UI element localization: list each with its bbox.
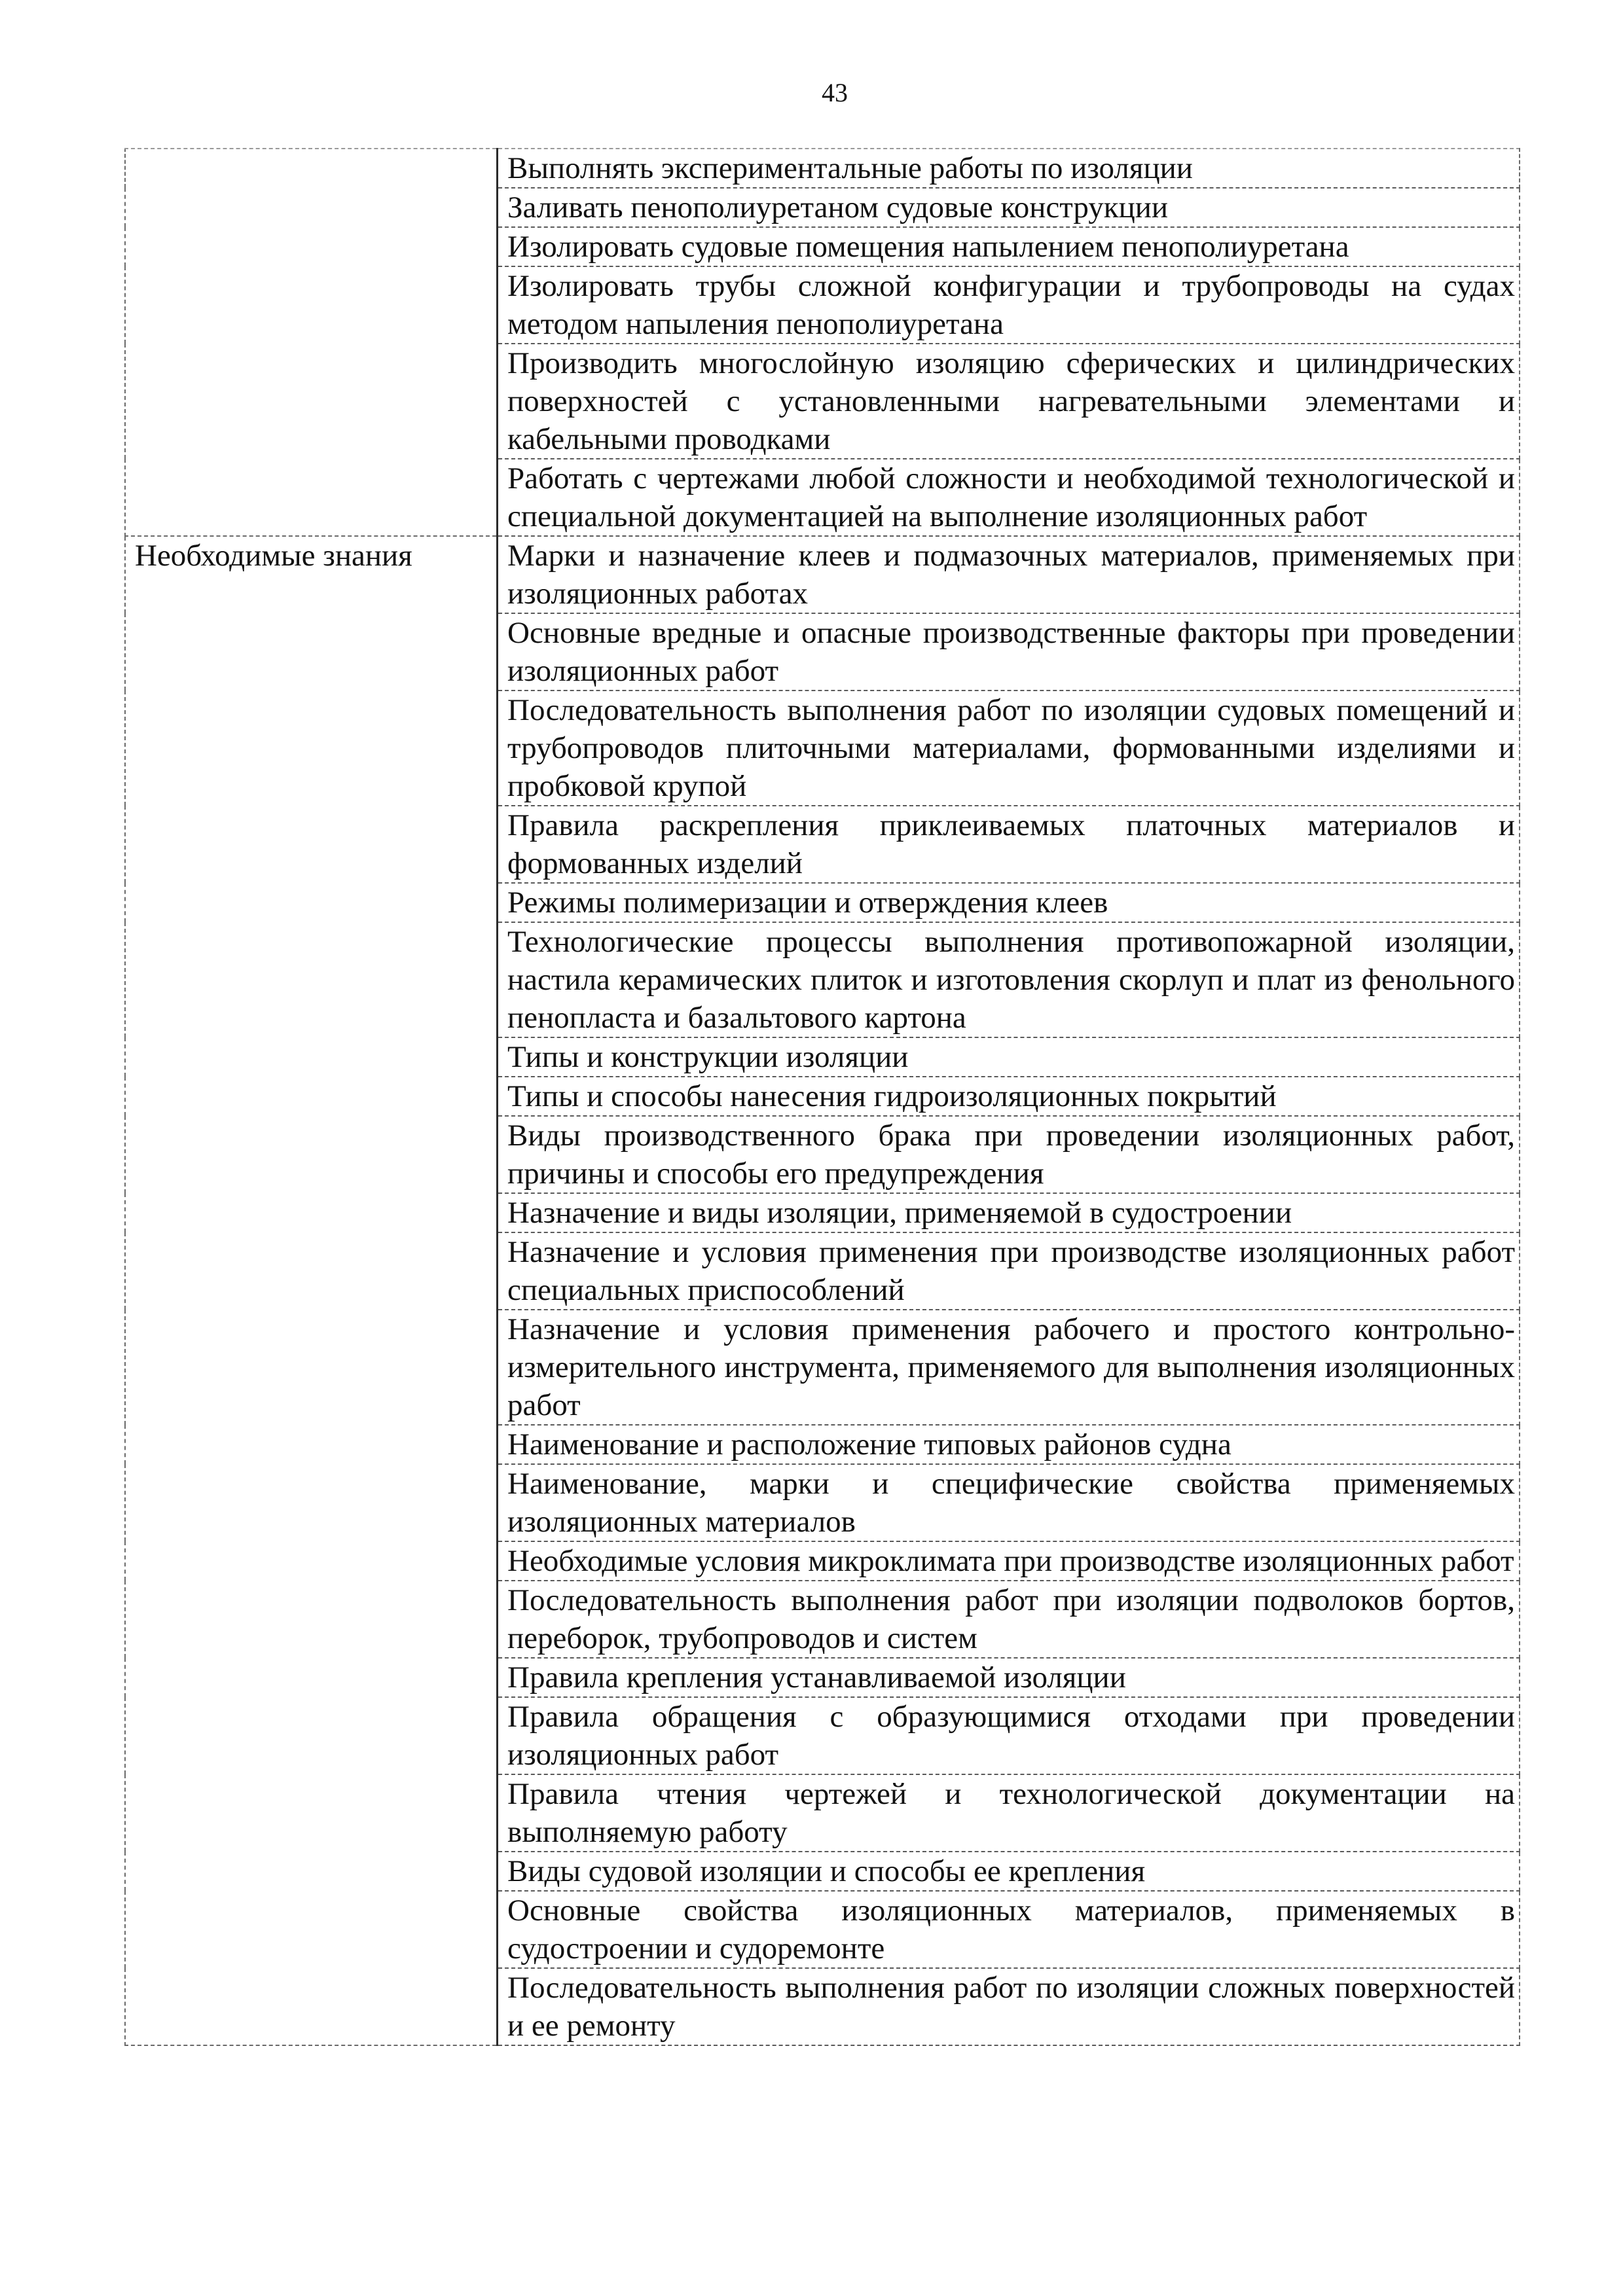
- knowledge-item: Правила раскрепления приклеиваемых платочных материалов и формованных изделий: [498, 806, 1520, 883]
- knowledge-item: Режимы полимеризации и отверждения клеев: [498, 883, 1520, 922]
- knowledge-item: Правила крепления устанавливаемой изоляции: [498, 1658, 1520, 1697]
- knowledge-item: Последовательность выполнения работ по изоляции судовых помещений и трубопроводов плиточными материалами, формованными изделиями и пробковой крупой: [498, 691, 1520, 806]
- knowledge-item: Технологические процессы выполнения противопожарной изоляции, настила керамических плиток и изготовления скорлуп и плат из фенольного пенопласта и базальтового картона: [498, 922, 1520, 1037]
- skill-item: Работать с чертежами любой сложности и необходимой технологической и специальной документацией на выполнение изоляционных работ: [498, 459, 1520, 536]
- knowledge-item: Виды судовой изоляции и способы ее крепления: [498, 1852, 1520, 1891]
- page-number: 43: [822, 78, 848, 107]
- skill-item: Изолировать судовые помещения напылением пенополиуретана: [498, 227, 1520, 266]
- knowledge-item: Назначение и виды изоляции, применяемой в судостроении: [498, 1193, 1520, 1232]
- knowledge-item: Марки и назначение клеев и подмазочных материалов, применяемых при изоляционных работах: [498, 536, 1520, 613]
- knowledge-item: Последовательность выполнения работ по изоляции сложных поверхностей и ее ремонту: [498, 1968, 1520, 2045]
- knowledge-item: Основные вредные и опасные производственные факторы при проведении изоляционных работ: [498, 613, 1520, 691]
- knowledge-item: Правила обращения с образующимися отходами при проведении изоляционных работ: [498, 1697, 1520, 1774]
- skill-item: Производить многослойную изоляцию сферических и цилиндрических поверхностей с установленными нагревательными элементами и кабельными проводками: [498, 344, 1520, 459]
- knowledge-item: Наименование и расположение типовых районов судна: [498, 1425, 1520, 1464]
- knowledge-item: Последовательность выполнения работ при изоляции подволоков бортов, переборок, трубопроводов и систем: [498, 1581, 1520, 1658]
- qualification-table: [124, 148, 1520, 2046]
- skill-item: Выполнять экспериментальные работы по изоляции: [498, 149, 1520, 188]
- knowledge-label-cell: [125, 536, 498, 2045]
- knowledge-item: Виды производственного брака при проведении изоляционных работ, причины и способы его предупреждения: [498, 1116, 1520, 1193]
- knowledge-item: Правила чтения чертежей и технологической документации на выполняемую работу: [498, 1774, 1520, 1852]
- table-row: [125, 149, 1520, 188]
- knowledge-item: Наименование, марки и специфические свойства применяемых изоляционных материалов: [498, 1464, 1520, 1541]
- skill-item: Заливать пенополиуретаном судовые конструкции: [498, 188, 1520, 227]
- knowledge-item: Назначение и условия применения рабочего и простого контрольно-измерительного инструмента, применяемого для выполнения изоляционных работ: [498, 1310, 1520, 1425]
- knowledge-item: Назначение и условия применения при производстве изоляционных работ специальных приспособлений: [498, 1232, 1520, 1310]
- knowledge-item: Основные свойства изоляционных материалов, применяемых в судостроении и судоремонте: [498, 1891, 1520, 1968]
- knowledge-item: Необходимые условия микроклимата при производстве изоляционных работ: [498, 1541, 1520, 1581]
- skills-label-cell: [125, 149, 498, 536]
- knowledge-item: Типы и способы нанесения гидроизоляционных покрытий: [498, 1077, 1520, 1116]
- knowledge-item: Типы и конструкции изоляции: [498, 1037, 1520, 1077]
- knowledge-label: Необходимые знания: [135, 539, 412, 573]
- table-row: [125, 536, 1520, 613]
- skill-item: Изолировать трубы сложной конфигурации и трубопроводы на судах методом напыления пенополиуретана: [498, 266, 1520, 344]
